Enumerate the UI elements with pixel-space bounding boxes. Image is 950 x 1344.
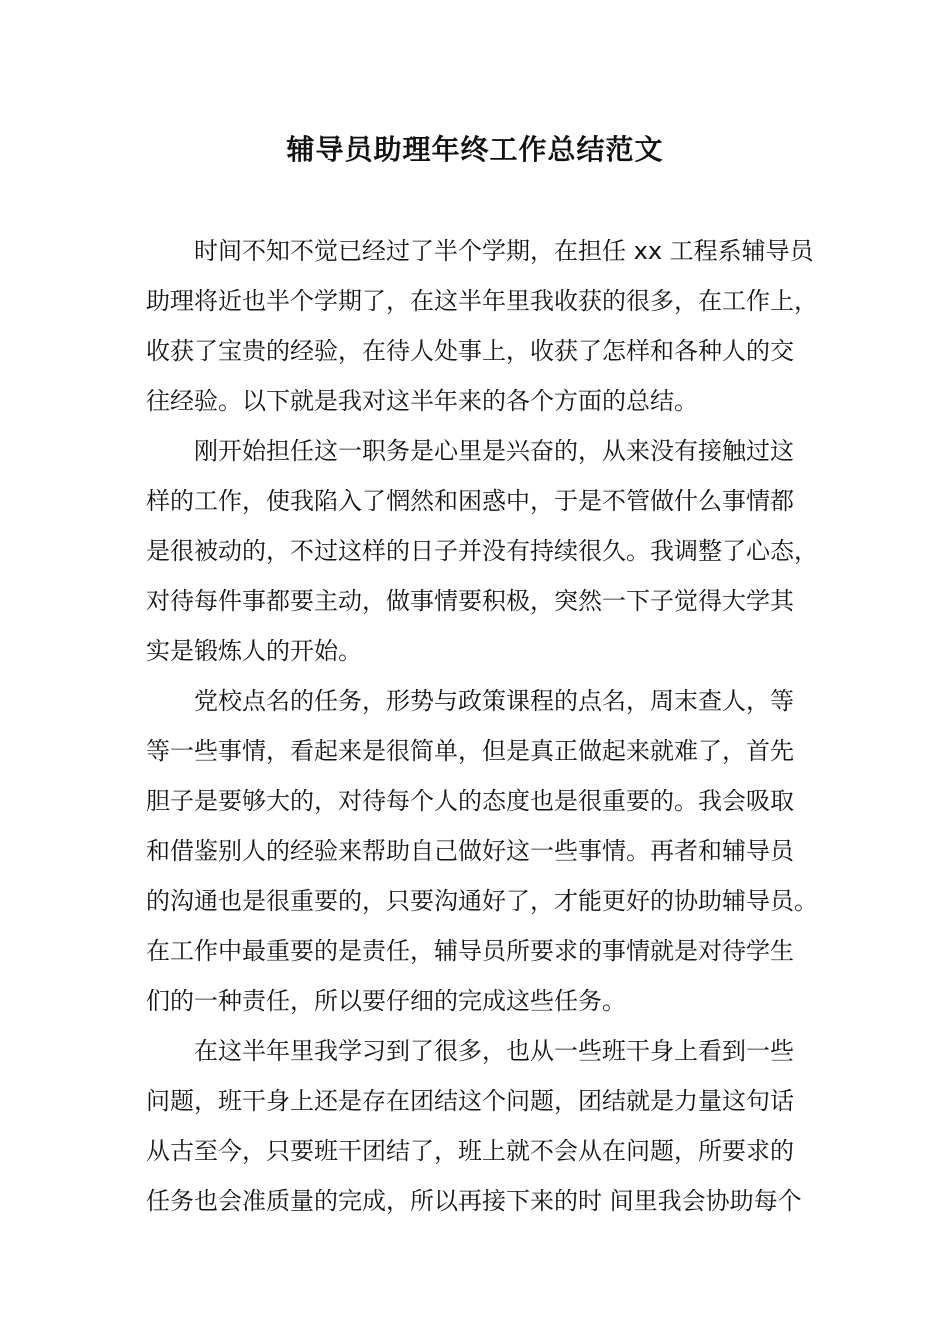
document-title: 辅导员助理年终工作总结范文 — [286, 133, 664, 166]
paragraph-3-line-3: 胆子是要够大的，对待每个人的态度也是很重要的。我会吸取 — [146, 787, 794, 815]
paragraph-3-line-2: 等一些事情，看起来是很简单，但是真正做起来就难了，首先 — [146, 737, 794, 765]
paragraph-4-line-4: 任务也会准质量的完成，所以再接下来的时 间里我会协助每个 — [146, 1187, 802, 1215]
paragraph-1-line-3: 收获了宝贵的经验，在待人处事上，收获了怎样和各种人的交 — [146, 337, 794, 365]
paragraph-1-line-4: 往经验。以下就是我对这半年来的各个方面的总结。 — [146, 387, 698, 415]
paragraph-3-line-5: 的沟通也是很重要的，只要沟通好了，才能更好的协助辅导员。 — [146, 887, 818, 915]
paragraph-1-line-2: 助理将近也半个学期了，在这半年里我收获的很多，在工作上， — [146, 287, 818, 315]
paragraph-3-line-7: 们的一种责任，所以要仔细的完成这些任务。 — [146, 987, 626, 1015]
paragraph-4-line-1: 在这半年里我学习到了很多，也从一些班干身上看到一些 — [194, 1037, 794, 1065]
paragraph-4-line-2: 问题，班干身上还是存在团结这个问题，团结就是力量这句话 — [146, 1087, 794, 1115]
paragraph-1-line-1: 时间不知不觉已经过了半个学期，在担任 xx 工程系辅导员 — [194, 237, 814, 265]
paragraph-2-line-2: 样的工作，使我陷入了惘然和困惑中，于是不管做什么事情都 — [146, 487, 794, 515]
paragraph-2-line-5: 实是锻炼人的开始。 — [146, 637, 362, 665]
paragraph-3-line-1: 党校点名的任务，形势与政策课程的点名，周末查人，等 — [194, 687, 794, 715]
document-body — [146, 226, 818, 1226]
paragraph-2-line-1: 刚开始担任这一职务是心里是兴奋的，从来没有接触过这 — [194, 437, 794, 465]
paragraph-2-line-4: 对待每件事都要主动，做事情要积极，突然一下子觉得大学其 — [146, 587, 794, 615]
paragraph-3-line-6: 在工作中最重要的是责任，辅导员所要求的事情就是对待学生 — [146, 937, 794, 965]
paragraph-3-line-4: 和借鉴别人的经验来帮助自己做好这一些事情。再者和辅导员 — [146, 837, 794, 865]
paragraph-4-line-3: 从古至今，只要班干团结了，班上就不会从在问题，所要求的 — [146, 1137, 794, 1165]
paragraph-2-line-3: 是很被动的，不过这样的日子并没有持续很久。我调整了心态， — [146, 537, 818, 565]
